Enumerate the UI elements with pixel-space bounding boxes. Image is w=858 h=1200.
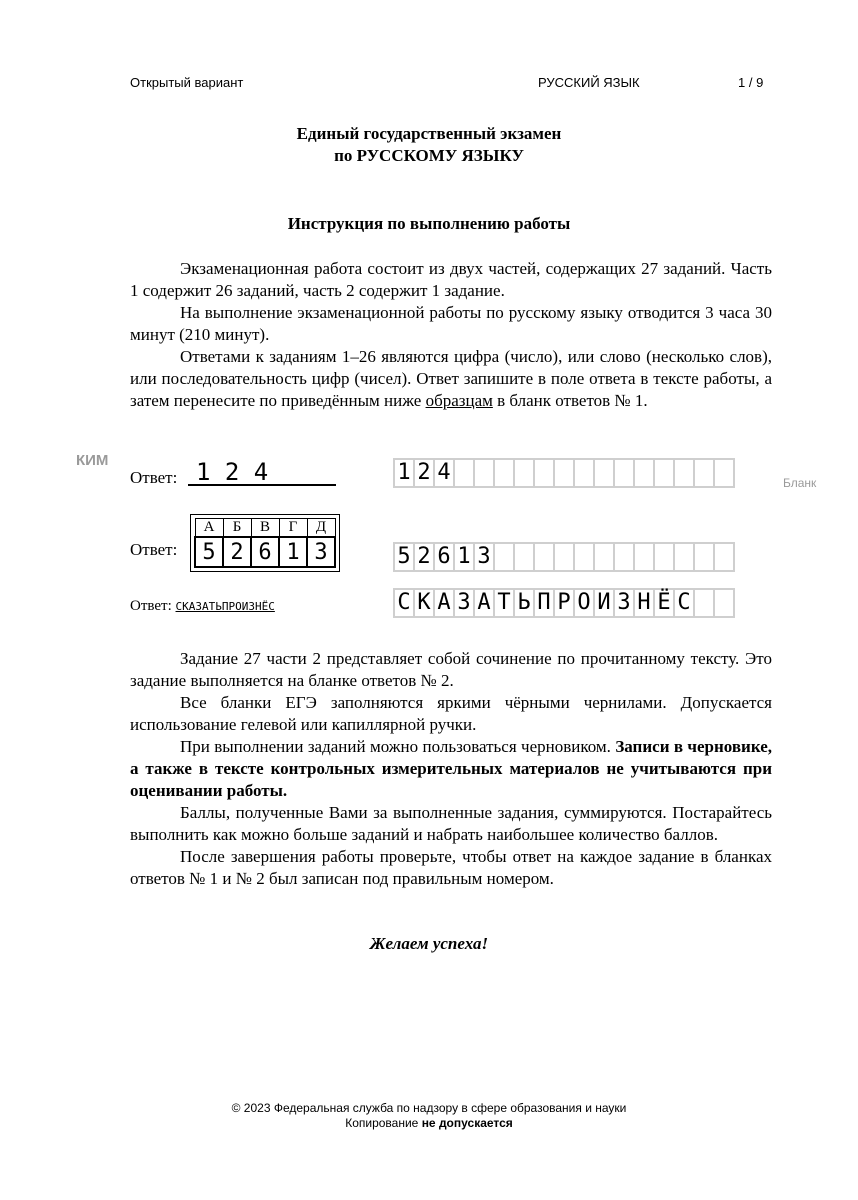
blank-cell: К — [413, 588, 435, 618]
table-digit: 5 — [195, 537, 223, 567]
blank-cell — [493, 458, 515, 488]
blank-cell — [493, 542, 515, 572]
blank-cell — [693, 588, 715, 618]
table-letter: Г — [279, 519, 307, 538]
table-letter: Д — [307, 519, 335, 538]
body-paragraph: Баллы, полученные Вами за выполненные задания, суммируются. Постарайтесь выполнить как можно больше заданий и набрать наибольшее количество баллов. — [130, 803, 772, 844]
blank-cell — [713, 458, 735, 488]
table-digit: 3 — [307, 537, 335, 567]
intro-text-end: в бланк ответов № 1. — [492, 391, 648, 410]
body-paragraph: После завершения работы проверьте, чтобы ответ на каждое задание в бланках ответов № 1 и № 2 был записан под правильным номером. — [130, 847, 772, 888]
blank-cell — [453, 458, 475, 488]
blank-cell — [633, 542, 655, 572]
answer-field-example-word: СКАЗАТЬПРОИЗНЁС — [175, 600, 275, 613]
intro-text — [130, 258, 772, 412]
blank-cell: А — [433, 588, 455, 618]
table-letter: Б — [223, 519, 251, 538]
blank-cells-example-sequence — [393, 542, 733, 572]
blank-cell — [673, 542, 695, 572]
blank-cell — [573, 542, 595, 572]
body-text-start: При выполнении заданий можно пользоваться черновиком. — [180, 737, 616, 756]
blank-cell: 2 — [413, 458, 435, 488]
intro-paragraph: На выполнение экзаменационной работы по русскому языку отводится 3 часа 30 минут (210 минут). — [130, 303, 772, 344]
blank-cell: 1 — [453, 542, 475, 572]
blank-cell — [613, 458, 635, 488]
blank-cell — [473, 458, 495, 488]
header-variant: Открытый вариант — [130, 75, 244, 90]
blank-cell: 2 — [413, 542, 435, 572]
blank-cell — [653, 542, 675, 572]
table-letter: А — [195, 519, 223, 538]
body-text — [130, 648, 772, 890]
table-digit: 6 — [251, 537, 279, 567]
intro-paragraph — [130, 346, 772, 412]
blank-cell: И — [593, 588, 615, 618]
blank-cell: С — [673, 588, 695, 618]
table-digit: 1 — [279, 537, 307, 567]
footer-copyright: © 2023 Федеральная служба по надзору в сфере образования и науки — [231, 1101, 627, 1115]
blank-cell — [513, 542, 535, 572]
blank-label: Бланк — [783, 476, 817, 490]
samples-link-word: образцам — [425, 391, 493, 410]
blank-cell: 6 — [433, 542, 455, 572]
blank-cells-example-word — [393, 588, 733, 618]
blank-cell: Н — [633, 588, 655, 618]
answer-label: Ответ: — [130, 468, 178, 487]
blank-cell — [593, 458, 615, 488]
kim-label: КИМ — [76, 452, 109, 469]
table-letter: В — [251, 519, 279, 538]
blank-cell: А — [473, 588, 495, 618]
body-paragraph: Задание 27 части 2 представляет собой сочинение по прочитанному тексту. Это задание выполняется на бланке ответов № 2. — [130, 649, 772, 690]
footer-copying-start: Копирование — [345, 1116, 422, 1130]
answer-label: Ответ: — [130, 598, 172, 614]
blank-cell — [573, 458, 595, 488]
instruction-title: Инструкция по выполнению работы — [287, 214, 571, 233]
blank-cell: З — [453, 588, 475, 618]
blank-cell — [593, 542, 615, 572]
blank-cell — [673, 458, 695, 488]
footer-copying — [0, 1116, 858, 1130]
blank-cell: Т — [493, 588, 515, 618]
blank-cell: П — [533, 588, 555, 618]
blank-cell: Р — [553, 588, 575, 618]
blank-cell: 5 — [393, 542, 415, 572]
header-page-number: 1 / 9 — [738, 75, 764, 90]
blank-cell: С — [393, 588, 415, 618]
blank-cell — [693, 458, 715, 488]
answer-word-row — [130, 598, 275, 615]
intro-text-start: Ответами к заданиям 1–26 являются цифра (число), или слово (несколько слов), или последовательность цифр (чисел). Ответ запишите в поле ответа в тексте работы, а затем перенесите по приведённым ниже — [130, 347, 772, 410]
wish-text: Желаем успеха! — [369, 934, 489, 953]
blank-cell: 3 — [473, 542, 495, 572]
blank-cell — [553, 458, 575, 488]
blank-cell — [513, 458, 535, 488]
blank-cell — [613, 542, 635, 572]
blank-cell — [653, 458, 675, 488]
blank-cell: 4 — [433, 458, 455, 488]
blank-cells-example-number — [393, 458, 733, 488]
header-subject: РУССКИЙ ЯЗЫК — [538, 75, 640, 90]
blank-cell — [553, 542, 575, 572]
blank-cell — [533, 458, 555, 488]
blank-cell: О — [573, 588, 595, 618]
answer-label: Ответ: — [130, 540, 178, 559]
exam-title: Единый государственный экзамен — [296, 124, 562, 143]
blank-cell — [693, 542, 715, 572]
blank-cell — [633, 458, 655, 488]
footer-copying-bold: не допускается — [421, 1116, 513, 1130]
body-paragraph — [130, 736, 772, 802]
blank-cell — [533, 542, 555, 572]
blank-cell: Ь — [513, 588, 535, 618]
exam-subtitle: по РУССКОМУ ЯЗЫКУ — [334, 146, 524, 165]
body-paragraph: Все бланки ЕГЭ заполняются яркими чёрными чернилами. Допускается использование гелевой или капиллярной ручки. — [130, 693, 772, 734]
blank-cell — [713, 542, 735, 572]
draft-warning: Записи в черновике, а также в тексте контрольных измерительных материалов не учитываются при оценивании работы. — [130, 737, 773, 800]
blank-cell: З — [613, 588, 635, 618]
intro-paragraph: Экзаменационная работа состоит из двух частей, содержащих 27 заданий. Часть 1 содержит 26 заданий, часть 2 содержит 1 задание. — [130, 259, 772, 300]
answer-table-example — [190, 514, 340, 572]
blank-cell: 1 — [393, 458, 415, 488]
letter-digit-table — [194, 518, 336, 568]
answer-field-example-number: 1 2 4 — [188, 458, 336, 486]
blank-cell: Ё — [653, 588, 675, 618]
table-digit: 2 — [223, 537, 251, 567]
blank-cell — [713, 588, 735, 618]
